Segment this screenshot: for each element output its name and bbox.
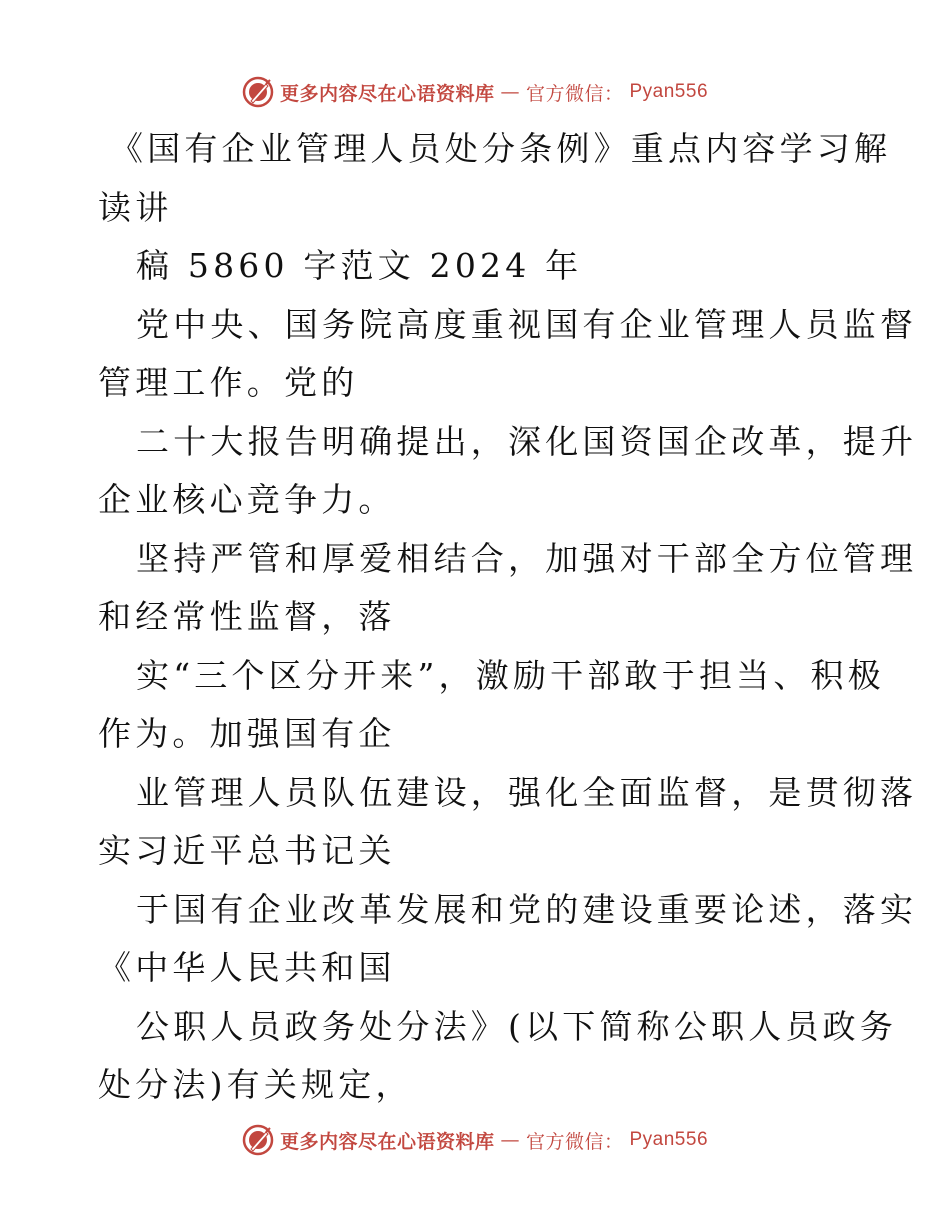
watermark-main-text: 更多内容尽在心语资料库 bbox=[279, 1130, 495, 1153]
pen-logo-icon bbox=[242, 1124, 274, 1156]
doc-paragraph-line: 和经常性监督，落 bbox=[98, 597, 396, 636]
doc-paragraph-line: 作为。加强国有企 bbox=[98, 714, 396, 753]
doc-paragraph-line: 《中华人民共和国 bbox=[98, 948, 396, 987]
doc-paragraph-line: 处分法)有关规定， bbox=[98, 1065, 413, 1104]
header-watermark bbox=[0, 72, 950, 112]
doc-paragraph-line: 党中央、国务院高度重视国有企业管理人员监督 bbox=[136, 304, 918, 344]
doc-paragraph-line: 坚持严管和厚爱相结合，加强对干部全方位管理 bbox=[136, 538, 918, 578]
pen-logo-icon bbox=[242, 76, 274, 108]
doc-paragraph-line: 实“三个区分开来”，激励干部敢于担当、积极 bbox=[136, 655, 885, 695]
doc-paragraph-line: 公职人员政务处分法》(以下简称公职人员政务 bbox=[136, 1006, 898, 1046]
doc-paragraph-line: 于国有企业改革发展和党的建设重要论述，落实 bbox=[136, 889, 918, 929]
watermark-wechat-label: 官方微信： bbox=[525, 82, 624, 105]
watermark-separator: — bbox=[500, 81, 520, 103]
watermark-wechat-id: Pyan556 bbox=[629, 81, 709, 102]
watermark-wechat-label: 官方微信： bbox=[525, 1130, 624, 1153]
doc-title-line-1: 《国有企业管理人员处分条例》重点内容学习解 bbox=[110, 129, 892, 168]
doc-paragraph-line: 二十大报告明确提出，深化国资国企改革，提升 bbox=[136, 421, 918, 461]
footer-watermark bbox=[0, 1120, 950, 1160]
doc-paragraph-line: 业管理人员队伍建设，强化全面监督，是贯彻落 bbox=[136, 772, 918, 812]
watermark-wechat-id: Pyan556 bbox=[629, 1129, 709, 1150]
document-body bbox=[98, 120, 918, 1115]
doc-paragraph-line: 企业核心竞争力。 bbox=[98, 480, 396, 519]
watermark-main-text: 更多内容尽在心语资料库 bbox=[279, 82, 495, 105]
doc-paragraph-line: 管理工作。党的 bbox=[98, 363, 359, 402]
doc-subtitle: 稿 5860 字范文 2024 年 bbox=[136, 246, 583, 285]
doc-paragraph-line: 实习近平总书记关 bbox=[98, 831, 396, 870]
doc-title-line-2: 读讲 bbox=[98, 187, 173, 227]
watermark-separator: — bbox=[500, 1129, 520, 1151]
